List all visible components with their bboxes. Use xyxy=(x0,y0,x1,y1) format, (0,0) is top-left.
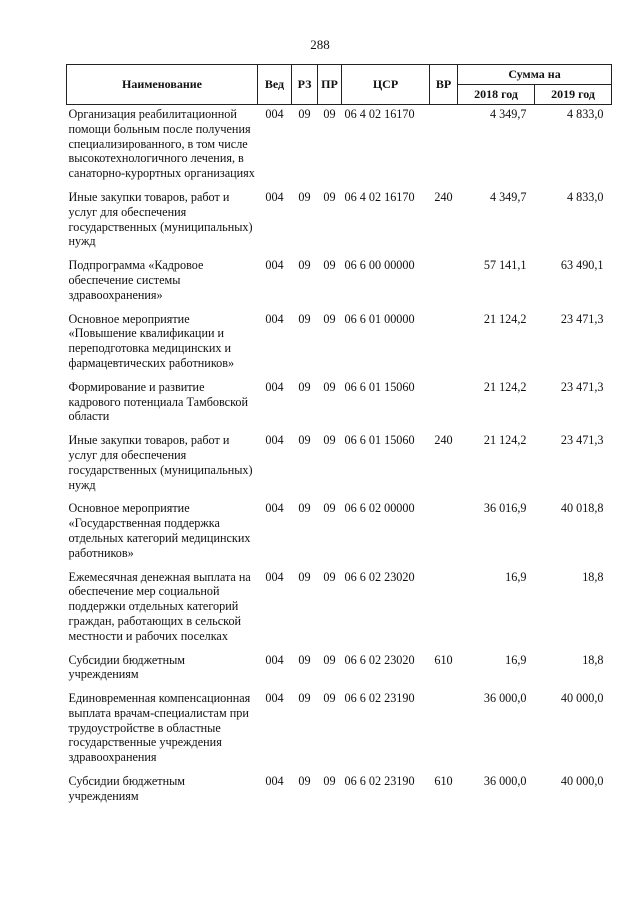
table-row xyxy=(67,431,612,499)
row-rz: 09 xyxy=(298,258,311,273)
row-pr: 09 xyxy=(323,774,336,789)
row-vr xyxy=(430,568,458,651)
row-vr: 240 xyxy=(434,189,453,204)
row-amount-2019: 4 833,0 xyxy=(566,189,604,204)
table-row xyxy=(67,568,612,651)
row-rz: 09 xyxy=(298,379,311,394)
row-vr: 240 xyxy=(434,433,453,448)
row-amount-2019: 18,8 xyxy=(582,569,604,584)
row-ved: 004 xyxy=(265,379,284,394)
row-amount-2019: 40 000,0 xyxy=(560,774,604,789)
page-number: 288 xyxy=(310,37,330,52)
row-csr: 06 4 02 16170 xyxy=(344,107,415,121)
row-pr: 09 xyxy=(323,691,336,706)
header-ved: Вед xyxy=(258,65,292,105)
row-csr: 06 4 02 16170 xyxy=(344,189,415,204)
row-ved: 004 xyxy=(265,652,284,667)
row-csr: 06 6 00 00000 xyxy=(344,258,415,273)
header-rz: РЗ xyxy=(292,65,318,105)
row-amount-2018: 57 141,1 xyxy=(483,258,527,273)
row-vr xyxy=(430,499,458,567)
row-pr: 09 xyxy=(323,501,336,516)
row-vr xyxy=(430,378,458,431)
row-csr: 06 6 02 23020 xyxy=(344,569,415,584)
row-vr: 610 xyxy=(434,652,453,667)
row-amount-2018: 4 349,7 xyxy=(489,107,527,121)
table-row xyxy=(67,256,612,309)
row-ved: 004 xyxy=(265,774,284,789)
table-row xyxy=(67,689,612,772)
row-csr: 06 6 01 15060 xyxy=(344,433,415,448)
row-pr: 09 xyxy=(323,569,336,584)
row-ved: 004 xyxy=(265,501,284,516)
table-row xyxy=(67,310,612,378)
row-csr: 06 6 02 23020 xyxy=(344,652,415,667)
header-vr: ВР xyxy=(430,65,458,105)
row-vr: 610 xyxy=(434,774,453,789)
row-vr xyxy=(430,105,458,188)
table-header xyxy=(67,65,612,105)
row-amount-2019: 18,8 xyxy=(582,652,604,667)
row-pr: 09 xyxy=(323,189,336,204)
row-rz: 09 xyxy=(298,433,311,448)
row-amount-2018: 36 000,0 xyxy=(483,774,527,789)
row-name: Формирование и развитие кадрового потенциала Тамбовской области xyxy=(68,379,249,424)
table-row xyxy=(67,499,612,567)
table-row xyxy=(67,188,612,256)
header-csr: ЦСР xyxy=(342,65,430,105)
header-year-2019: 2019 год xyxy=(535,85,612,105)
row-rz: 09 xyxy=(298,774,311,789)
row-amount-2019: 40 018,8 xyxy=(560,501,604,516)
header-year-2018: 2018 год xyxy=(458,85,535,105)
row-name: Основное мероприятие «Повышение квалификации и переподготовка медицинских и фармацевтических работников» xyxy=(68,311,235,370)
row-amount-2018: 36 016,9 xyxy=(483,501,527,516)
row-ved: 004 xyxy=(265,691,284,706)
row-pr: 09 xyxy=(323,258,336,273)
row-amount-2018: 21 124,2 xyxy=(483,311,527,326)
row-amount-2018: 21 124,2 xyxy=(483,433,527,448)
row-name: Иные закупки товаров, работ и услуг для обеспечения государственных (муниципальных) нужд xyxy=(68,433,253,492)
row-pr: 09 xyxy=(323,433,336,448)
row-name: Субсидии бюджетным учреждениям xyxy=(68,652,185,682)
row-name: Ежемесячная денежная выплата на обеспечение мер социальной поддержки отдельных категорий граждан, работающих в сельской местности и рабочих поселках xyxy=(68,569,251,643)
row-csr: 06 6 02 23190 xyxy=(344,774,415,789)
row-ved: 004 xyxy=(265,433,284,448)
row-name: Единовременная компенсационная выплата врачам-специалистам при трудоустройстве в областные государственные учреждения здравоохранения xyxy=(68,691,251,765)
row-amount-2018: 16,9 xyxy=(505,569,527,584)
row-amount-2018: 4 349,7 xyxy=(489,189,527,204)
row-ved: 004 xyxy=(265,311,284,326)
row-name: Субсидии бюджетным учреждениям xyxy=(68,774,185,803)
table-row xyxy=(67,378,612,431)
row-name: Иные закупки товаров, работ и услуг для обеспечения государственных (муниципальных) нужд xyxy=(68,189,253,249)
row-amount-2019: 23 471,3 xyxy=(560,311,604,326)
row-csr: 06 6 02 23190 xyxy=(344,691,415,706)
budget-table xyxy=(66,64,612,811)
row-ved: 004 xyxy=(265,107,284,121)
row-rz: 09 xyxy=(298,107,311,121)
row-pr: 09 xyxy=(323,379,336,394)
row-name: Подпрограмма «Кадровое обеспечение системы здравоохранения» xyxy=(68,258,204,302)
row-amount-2018: 16,9 xyxy=(505,652,527,667)
row-amount-2018: 21 124,2 xyxy=(483,379,527,394)
row-amount-2019: 4 833,0 xyxy=(566,107,604,121)
row-rz: 09 xyxy=(298,501,311,516)
row-amount-2019: 63 490,1 xyxy=(560,258,604,273)
row-name: Основное мероприятие «Государственная поддержка отдельных категорий медицинских работников» xyxy=(68,501,251,560)
table-body xyxy=(67,105,612,811)
row-rz: 09 xyxy=(298,652,311,667)
table-row xyxy=(67,651,612,690)
row-amount-2019: 23 471,3 xyxy=(560,379,604,394)
row-pr: 09 xyxy=(323,311,336,326)
row-ved: 004 xyxy=(265,258,284,273)
header-name: Наименование xyxy=(67,65,258,105)
row-amount-2019: 23 471,3 xyxy=(560,433,604,448)
row-name: Организация реабилитационной помощи больным после получения специализированного, в том числе высокотехнологичного лечения, в санаторно-курортных организациях xyxy=(68,107,255,181)
row-pr: 09 xyxy=(323,652,336,667)
row-vr xyxy=(430,310,458,378)
header-sum: Сумма на xyxy=(458,65,612,85)
row-vr xyxy=(430,689,458,772)
row-ved: 004 xyxy=(265,569,284,584)
row-rz: 09 xyxy=(298,189,311,204)
row-amount-2019: 40 000,0 xyxy=(560,691,604,706)
row-amount-2018: 36 000,0 xyxy=(483,691,527,706)
row-pr: 09 xyxy=(323,107,336,121)
row-csr: 06 6 02 00000 xyxy=(344,501,415,516)
row-rz: 09 xyxy=(298,311,311,326)
table-row xyxy=(67,772,612,811)
row-rz: 09 xyxy=(298,569,311,584)
header-pr: ПР xyxy=(318,65,342,105)
row-ved: 004 xyxy=(265,189,284,204)
row-csr: 06 6 01 15060 xyxy=(344,379,415,394)
row-vr xyxy=(430,256,458,309)
row-csr: 06 6 01 00000 xyxy=(344,311,415,326)
table-row xyxy=(67,105,612,188)
row-rz: 09 xyxy=(298,691,311,706)
